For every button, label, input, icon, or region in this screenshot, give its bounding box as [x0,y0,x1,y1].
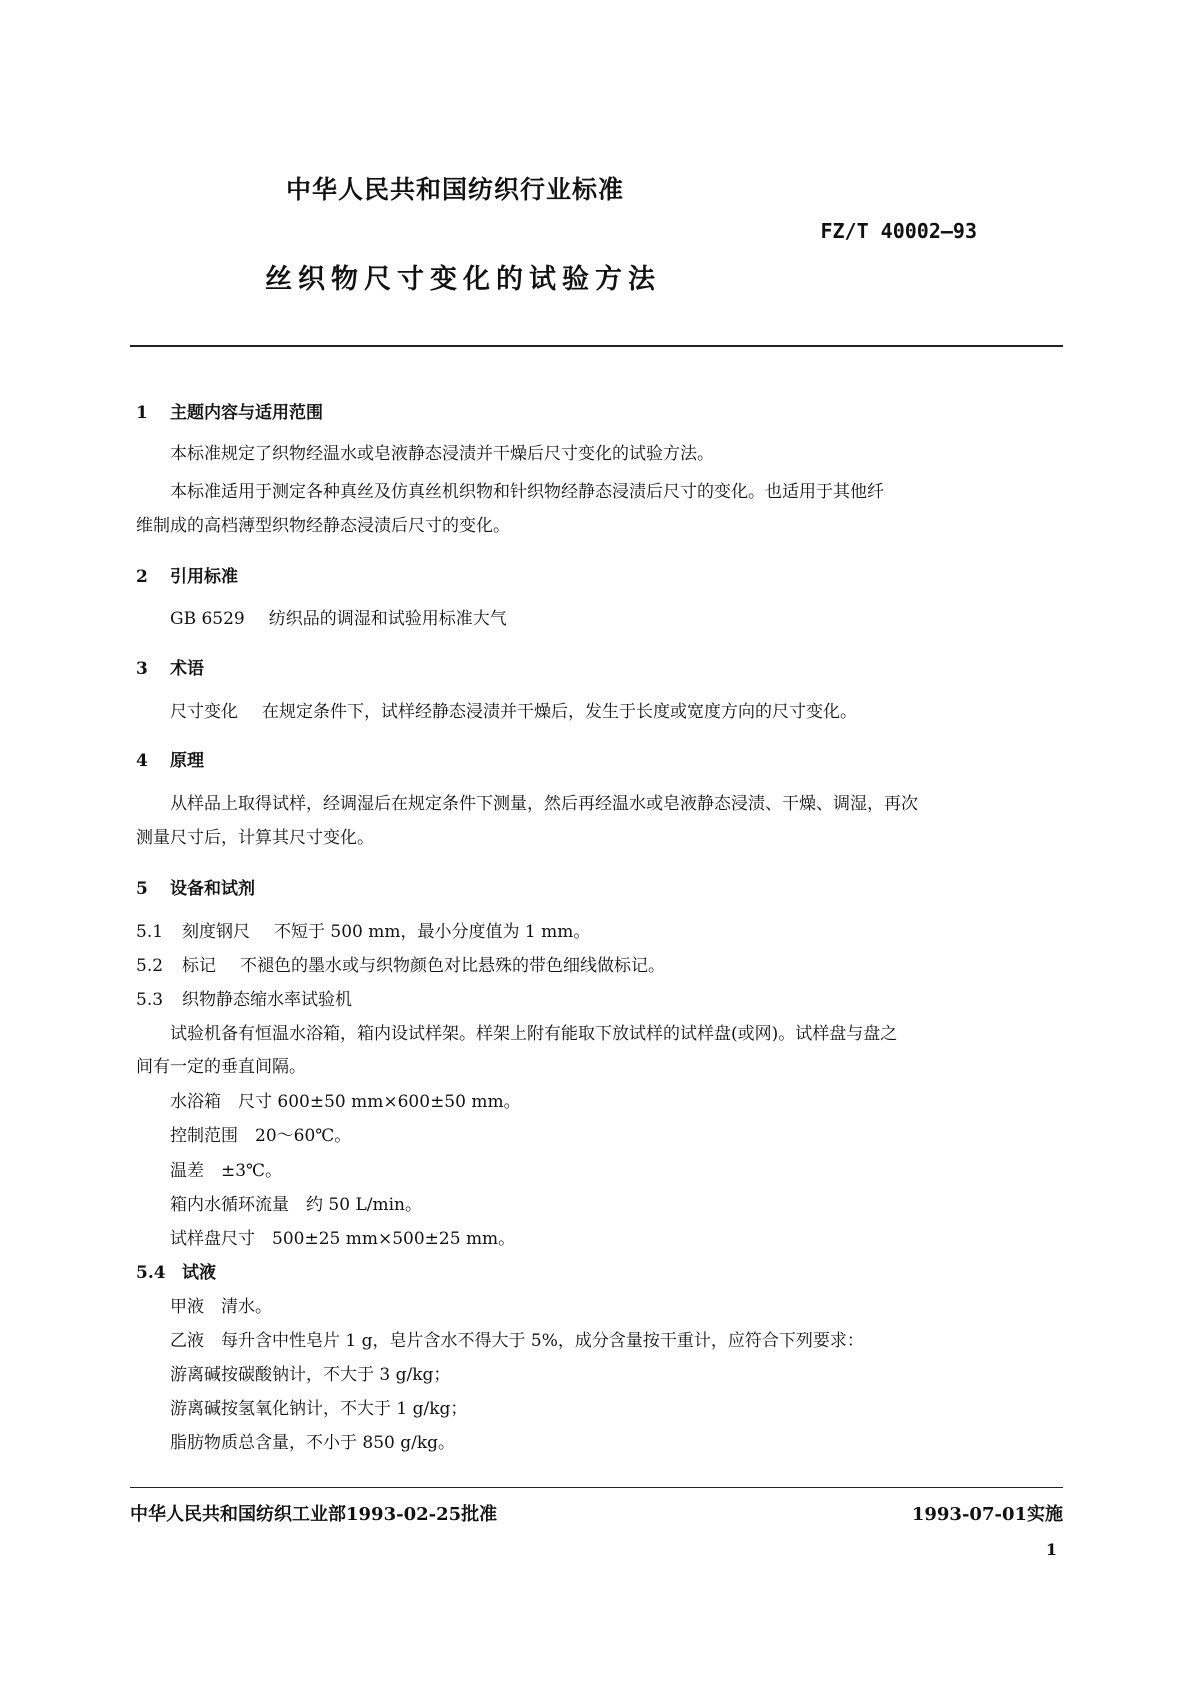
subsection-number: 5.3 [136,990,164,1010]
section-number: 5 [136,879,148,899]
spec-line: 水浴箱 尺寸 600±50 mm×600±50 mm。 [170,1092,521,1112]
subsection-5-4 [136,1258,216,1283]
reference-name: 纺织品的调湿和试验用标准大气 [268,609,507,629]
standard-code: FZ/T 40002—93 [820,219,977,243]
org-title: 中华人民共和国纺织行业标准 [286,175,625,204]
subsection-5-1 [136,917,590,942]
document-title: 丝织物尺寸变化的试验方法 [265,264,661,295]
spec-line: 控制范围 20～60℃。 [170,1126,352,1146]
section-4-heading [136,746,204,771]
reference-code: GB 6529 [170,609,245,629]
section-2-heading [136,562,238,587]
page-number: 1 [1045,1540,1057,1559]
spec-line: 游离碱按氢氧化钠计，不大于 1 g/kg； [170,1399,468,1419]
section-title: 术语 [170,659,204,679]
paragraph: 本标准适用于测定各种真丝及仿真丝机织物和针织物经静态浸渍后尺寸的变化。也适用于其他纤 [170,482,884,502]
approval-line: 中华人民共和国纺织工业部1993-02-25批准 [130,1504,498,1525]
spec-line: 温差 ±3℃。 [170,1161,283,1181]
subsection-number: 5.4 [136,1263,166,1283]
spec-line: 甲液 清水。 [170,1297,272,1317]
spec-line: 游离碱按碳酸钠计，不大于 3 g/kg； [170,1365,451,1385]
term-text: 在规定条件下，试样经静态浸渍并干燥后，发生于长度或宽度方向的尺寸变化。 [262,702,857,722]
paragraph: 试验机备有恒温水浴箱，箱内设试样架。样架上附有能取下放试样的试样盘(或网)。试样盘与盘之 [170,1024,898,1044]
effective-date: 1993-07-01实施 [911,1504,1063,1525]
section-number: 3 [136,659,148,679]
term-name: 尺寸变化 [170,702,238,722]
section-1-heading [136,398,323,423]
section-5-heading [136,874,255,899]
bottom-divider [130,1487,1063,1488]
paragraph-continuation: 间有一定的垂直间隔。 [136,1057,306,1077]
paragraph-continuation: 测量尺寸后，计算其尺寸变化。 [136,828,374,848]
subsection-number: 5.1 [136,922,164,942]
section-title: 主题内容与适用范围 [170,403,323,423]
top-divider [130,345,1063,347]
subsection-name: 标记 [182,956,216,976]
paragraph: 本标准规定了织物经温水或皂液静态浸渍并干燥后尺寸变化的试验方法。 [170,444,714,464]
subsection-5-3 [136,985,352,1010]
subsection-text: 不褪色的墨水或与织物颜色对比悬殊的带色细线做标记。 [240,956,665,976]
spec-line: 脂肪物质总含量，不小于 850 g/kg。 [170,1433,456,1453]
subsection-5-2 [136,951,665,976]
subsection-name: 刻度钢尺 [182,922,250,942]
subsection-text: 不短于 500 mm，最小分度值为 1 mm。 [274,922,591,942]
subsection-number: 5.2 [136,956,164,976]
referenced-standard [170,604,507,629]
section-title: 原理 [170,751,204,771]
term-definition [170,697,857,722]
section-title: 设备和试剂 [170,879,255,899]
spec-line: 箱内水循环流量 约 50 L/min。 [170,1195,422,1215]
spec-line: 乙液 每升含中性皂片 1 g，皂片含水不得大于 5%，成分含量按干重计，应符合下列要求： [170,1331,864,1351]
spec-line: 试样盘尺寸 500±25 mm×500±25 mm。 [170,1229,516,1249]
subsection-name: 试液 [182,1263,216,1283]
section-number: 1 [136,403,148,423]
paragraph: 从样品上取得试样，经调湿后在规定条件下测量，然后再经温水或皂液静态浸渍、干燥、调湿，再次 [170,794,918,814]
subsection-name: 织物静态缩水率试验机 [182,990,352,1010]
section-3-heading [136,654,204,679]
section-number: 2 [136,567,148,587]
section-title: 引用标准 [170,567,238,587]
section-number: 4 [136,751,148,771]
paragraph-continuation: 维制成的高档薄型织物经静态浸渍后尺寸的变化。 [136,516,510,536]
